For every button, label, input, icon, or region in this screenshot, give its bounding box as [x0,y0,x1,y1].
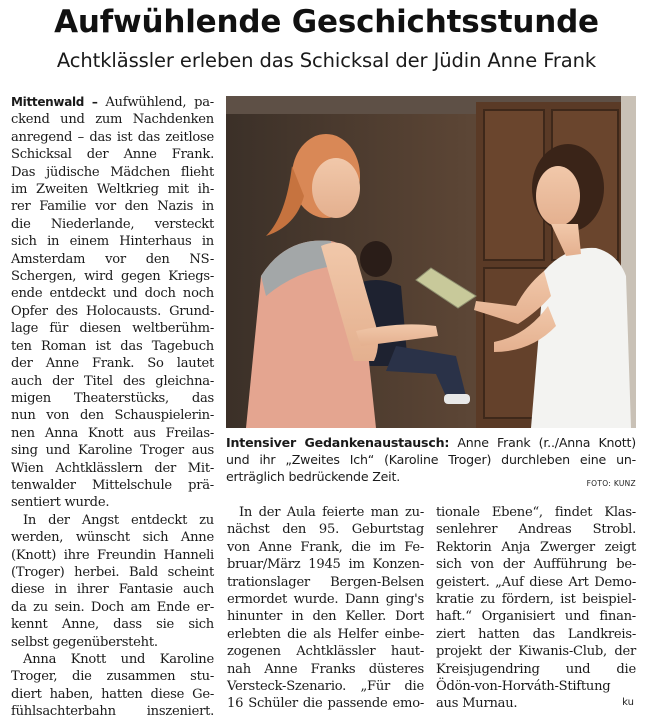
text-line: ziert hatten das Landkreis- [436,626,636,642]
text-line: bruar/März 1945 im Konzen- [227,557,424,573]
text-line: haft.“ Organisiert und finan- [436,609,636,625]
caption-line: erträglich bedrückende Zeit. [226,469,401,484]
text-line: die Niederlande, versteckt [11,216,214,232]
text-line: ende entdeckt und doch noch [11,286,214,302]
text-line: sentiert wurde. [11,495,110,511]
text-line: In der Angst entdeckt zu [23,512,214,528]
text-line: Schergen, wird gegen Kriegs- [11,269,214,285]
text-line: geistert. „Auf diese Art Demo- [436,574,636,590]
theater-scene-photo [226,96,636,428]
text-line: Wien Achtklässlern der Mit- [11,460,214,476]
text-line: Versteck-Szenario. „Für die [227,679,424,695]
text-line: rer Familie vor den Nazis in [11,199,214,215]
text-line: erlebten die als Helfer einbe- [227,626,424,642]
text-line: ermordet wurde. Dann ging's [227,592,424,608]
caption-lead: Intensiver Gedankenaustausch: [226,435,450,450]
text-line: Ödön-von-Horváth-Stiftung [436,679,611,695]
text-line: projekt der Kiwanis-Club, der [436,644,636,660]
headline: Aufwühlende Geschichtsstunde [54,4,599,40]
text-line: Schicksal der Anne Frank. [11,147,214,163]
text-line: (Knott) ihre Freundin Hanneli [11,547,214,563]
text-line: der Anne Frank. So lautet [11,356,214,372]
text-line: da zu sein. Doch am Ende er- [11,599,214,615]
caption-line: und ihr „Zweites Ich“ (Karoline Troger) durchleben eine un- [226,452,636,467]
text-line: fühlsachterbahn inszeniert. [11,704,214,720]
text-line: selbst gegenübersteht. [11,634,158,650]
text-line: senlehrer Andreas Strobl. [436,522,636,538]
photo-credit: FOTO: KUNZ [586,479,636,488]
text-line: Troger, die zusammen stu- [11,669,214,685]
text-line: Kreisjugendring und die [436,661,636,677]
text-line: werden, wünscht sich Anne [11,530,214,546]
text-line: nächst den 95. Geburtstag [227,522,424,538]
text-line: sing und Karoline Troger aus [11,443,214,459]
text-line: diert haben, hatten diese Ge- [11,686,214,702]
text-line: hinunter in den Keller. Dort [227,609,424,625]
text-line: aus Murnau. [436,696,518,712]
article-column-3 [436,504,636,713]
text-line: von Anne Frank, die im Fe- [227,539,424,555]
text-line: nen Anna Knott aus Freilas- [11,425,214,441]
text-line: Das jüdische Mädchen flieht [11,164,214,180]
text-line: In der Aula feierte man zu- [239,505,424,520]
dateline: Mittenwald – [11,95,98,109]
subheadline: Achtklässler erleben das Schicksal der Jüdin Anne Frank [56,49,597,72]
author-initials: ku [622,697,634,708]
text-line: ckend und zum Nachdenken [11,112,214,128]
article-column-2 [227,504,424,713]
text-line: im Zweiten Weltkrieg mit ih- [11,182,214,198]
text-line: sich von der Aufführung be- [436,557,636,573]
text-line: sich in einem Hinterhaus in [11,234,214,250]
text-line: Amsterdam vor den NS- [11,251,214,267]
text-line: Opfer des Holocausts. Grund- [11,303,214,319]
article-photo [226,96,636,428]
article-column-1 [11,94,214,720]
text-line: Rektorin Anja Zwerger zeigt [436,539,636,555]
text-line: kennt Anne, dass sie sich [11,617,214,633]
caption-line: Intensiver Gedankenaustausch: Anne Frank (r../Anna Knott) [226,435,636,450]
text-line: Mittenwald – Aufwühlend, pa- [11,95,214,110]
text-line: migen Theaterstücks, das [11,390,214,406]
text-line: auch der Titel des gleichna- [11,373,214,389]
text-line: kratie zu fördern, ist beispiel- [436,592,636,608]
photo-caption [226,434,636,485]
text-line: (Troger) herbei. Bald scheint [11,564,214,580]
text-line: trationslager Bergen-Belsen [227,574,424,590]
text-line: tenwalder Mittelschule prä- [11,477,214,493]
text-line: lage für diesen weltberühm- [11,321,214,337]
text-line: ten Roman ist das Tagebuch [11,338,214,354]
text-line: diese in ihrer Fantasie auch [11,582,214,598]
text-line: zogenen Achtklässler haut- [227,644,424,660]
text-line: 16 Schüler die passende emo- [227,696,424,712]
text-line: anregend – das ist das zeitlose [11,129,214,145]
text-line: nun von den Schauspielerin- [11,408,214,424]
text-line: tionale Ebene“, findet Klas- [436,505,636,520]
text-line: nah Anne Franks düsteres [227,661,424,677]
text-line: Anna Knott und Karoline [23,652,214,667]
